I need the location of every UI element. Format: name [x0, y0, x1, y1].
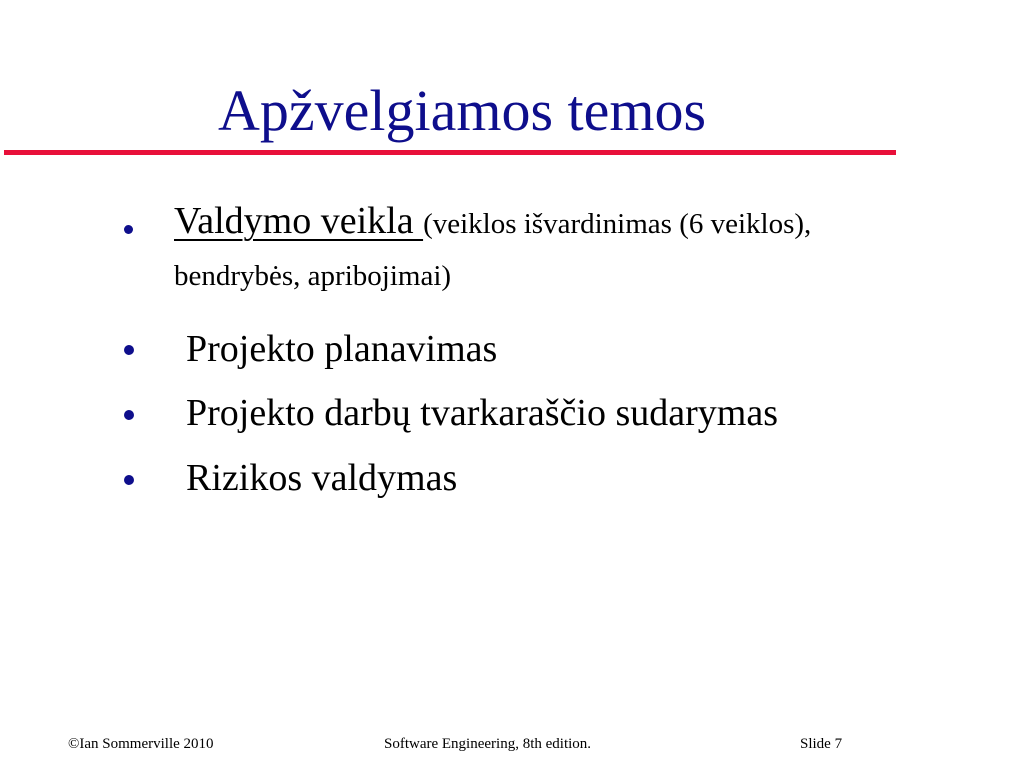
bullet-dot-icon	[124, 475, 134, 485]
bullet-item-project-scheduling: Projekto darbų tvarkaraščio sudarymas	[186, 392, 778, 434]
bullet-item-project-planning: Projekto planavimas	[186, 328, 498, 370]
bullet-dot-icon	[124, 225, 133, 234]
bullet-dot-icon	[124, 345, 134, 355]
bullet-item-management-activities	[174, 202, 811, 240]
slide-title: Apžvelgiamos temos	[218, 78, 707, 143]
title-underline-rule	[4, 150, 896, 155]
bullet-item-risk-management: Rizikos valdymas	[186, 457, 458, 499]
bullet-detail-text: (veiklos išvardinimas (6 veiklos),	[423, 208, 812, 240]
footer-copyright: ©Ian Sommerville 2010	[68, 736, 214, 752]
bullet-detail-continuation: bendrybės, apribojimai)	[174, 260, 452, 292]
bullet-dot-icon	[124, 410, 134, 420]
footer-book-title: Software Engineering, 8th edition.	[384, 736, 592, 752]
bullet-main-text: Valdymo veikla	[174, 200, 424, 242]
footer-slide-number: Slide 7	[800, 736, 843, 752]
